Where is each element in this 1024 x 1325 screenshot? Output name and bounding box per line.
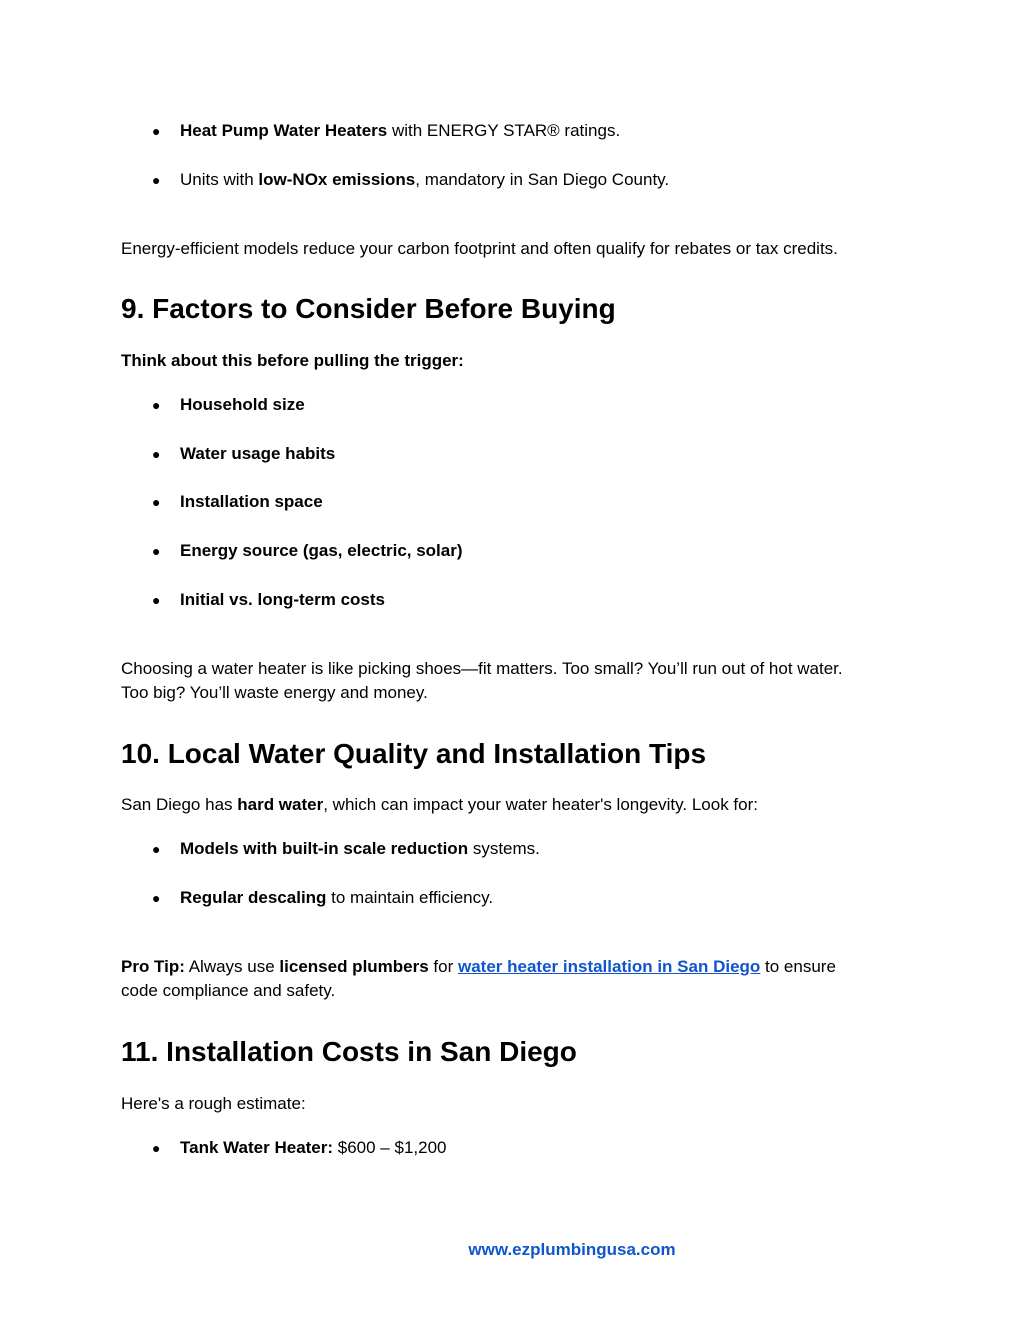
closing-line: Too big? You’ll waste energy and money. xyxy=(121,683,428,702)
section-11-intro: Here's a rough estimate: xyxy=(121,1094,306,1113)
section-10-intro xyxy=(121,793,921,817)
tip-text: for xyxy=(428,957,458,976)
item-text: with ENERGY STAR® ratings. xyxy=(387,121,621,140)
bullet-icon: ● xyxy=(152,1140,161,1156)
item-label: Water usage habits xyxy=(180,444,336,463)
list-item xyxy=(152,540,463,562)
section-11-heading: 11. Installation Costs in San Diego xyxy=(121,1036,577,1067)
bullet-icon: ● xyxy=(152,123,161,139)
item-label: Energy source (gas, electric, solar) xyxy=(180,541,463,560)
intro-text: , which can impact your water heater's longevity. Look for: xyxy=(323,795,758,814)
section-9-closing xyxy=(121,657,921,705)
list-item xyxy=(152,1137,447,1159)
item-bold: Models with built-in scale reduction xyxy=(180,839,469,858)
pro-tip xyxy=(121,955,921,1003)
intro-text: San Diego has xyxy=(121,795,238,814)
section-9-heading: 9. Factors to Consider Before Buying xyxy=(121,293,616,324)
installation-link[interactable]: water heater installation in San Diego xyxy=(458,957,761,976)
bullet-icon: ● xyxy=(152,543,161,559)
item-text: to maintain efficiency. xyxy=(326,888,494,907)
energy-paragraph: Energy-efficient models reduce your carbon footprint and often qualify for rebates or tax credits. xyxy=(121,239,838,258)
item-bold: Heat Pump Water Heaters xyxy=(180,121,388,140)
list-item xyxy=(152,394,305,416)
list-item xyxy=(152,443,335,465)
item-text: systems. xyxy=(468,839,540,858)
list-item xyxy=(152,589,385,611)
bullet-icon: ● xyxy=(152,494,161,510)
item-label: Installation space xyxy=(180,492,323,511)
item-text: , mandatory in San Diego County. xyxy=(415,170,670,189)
bullet-icon: ● xyxy=(152,841,161,857)
closing-line: Choosing a water heater is like picking shoes—fit matters. Too small? You’ll run out of hot water. xyxy=(121,659,843,678)
section-10-heading: 10. Local Water Quality and Installation Tips xyxy=(121,738,707,769)
list-item xyxy=(152,491,323,513)
list-item xyxy=(152,838,540,860)
tip-bold: licensed plumbers xyxy=(279,957,429,976)
pro-tip-line xyxy=(121,955,921,979)
item-text: $600 – $1,200 xyxy=(333,1138,447,1157)
bullet-icon: ● xyxy=(152,446,161,462)
bullet-icon: ● xyxy=(152,172,161,188)
list-item xyxy=(152,887,493,909)
bullet-icon: ● xyxy=(152,592,161,608)
section-9-intro: Think about this before pulling the trigger: xyxy=(121,351,464,370)
pro-tip-label: Pro Tip: xyxy=(121,957,185,976)
tip-text: to ensure xyxy=(760,957,836,976)
item-text: Units with xyxy=(180,170,259,189)
bullet-icon: ● xyxy=(152,890,161,906)
item-bold: Regular descaling xyxy=(180,888,327,907)
footer-website: www.ezplumbingusa.com xyxy=(468,1240,676,1259)
list-item xyxy=(152,120,620,142)
item-label: Initial vs. long-term costs xyxy=(180,590,385,609)
item-label: Household size xyxy=(180,395,305,414)
item-bold: low-NOx emissions xyxy=(258,170,416,189)
intro-bold: hard water xyxy=(237,795,324,814)
pro-tip-line: code compliance and safety. xyxy=(121,981,336,1000)
list-item xyxy=(152,169,669,191)
bullet-icon: ● xyxy=(152,397,161,413)
tip-text: Always use xyxy=(184,957,280,976)
item-bold: Tank Water Heater: xyxy=(180,1138,334,1157)
